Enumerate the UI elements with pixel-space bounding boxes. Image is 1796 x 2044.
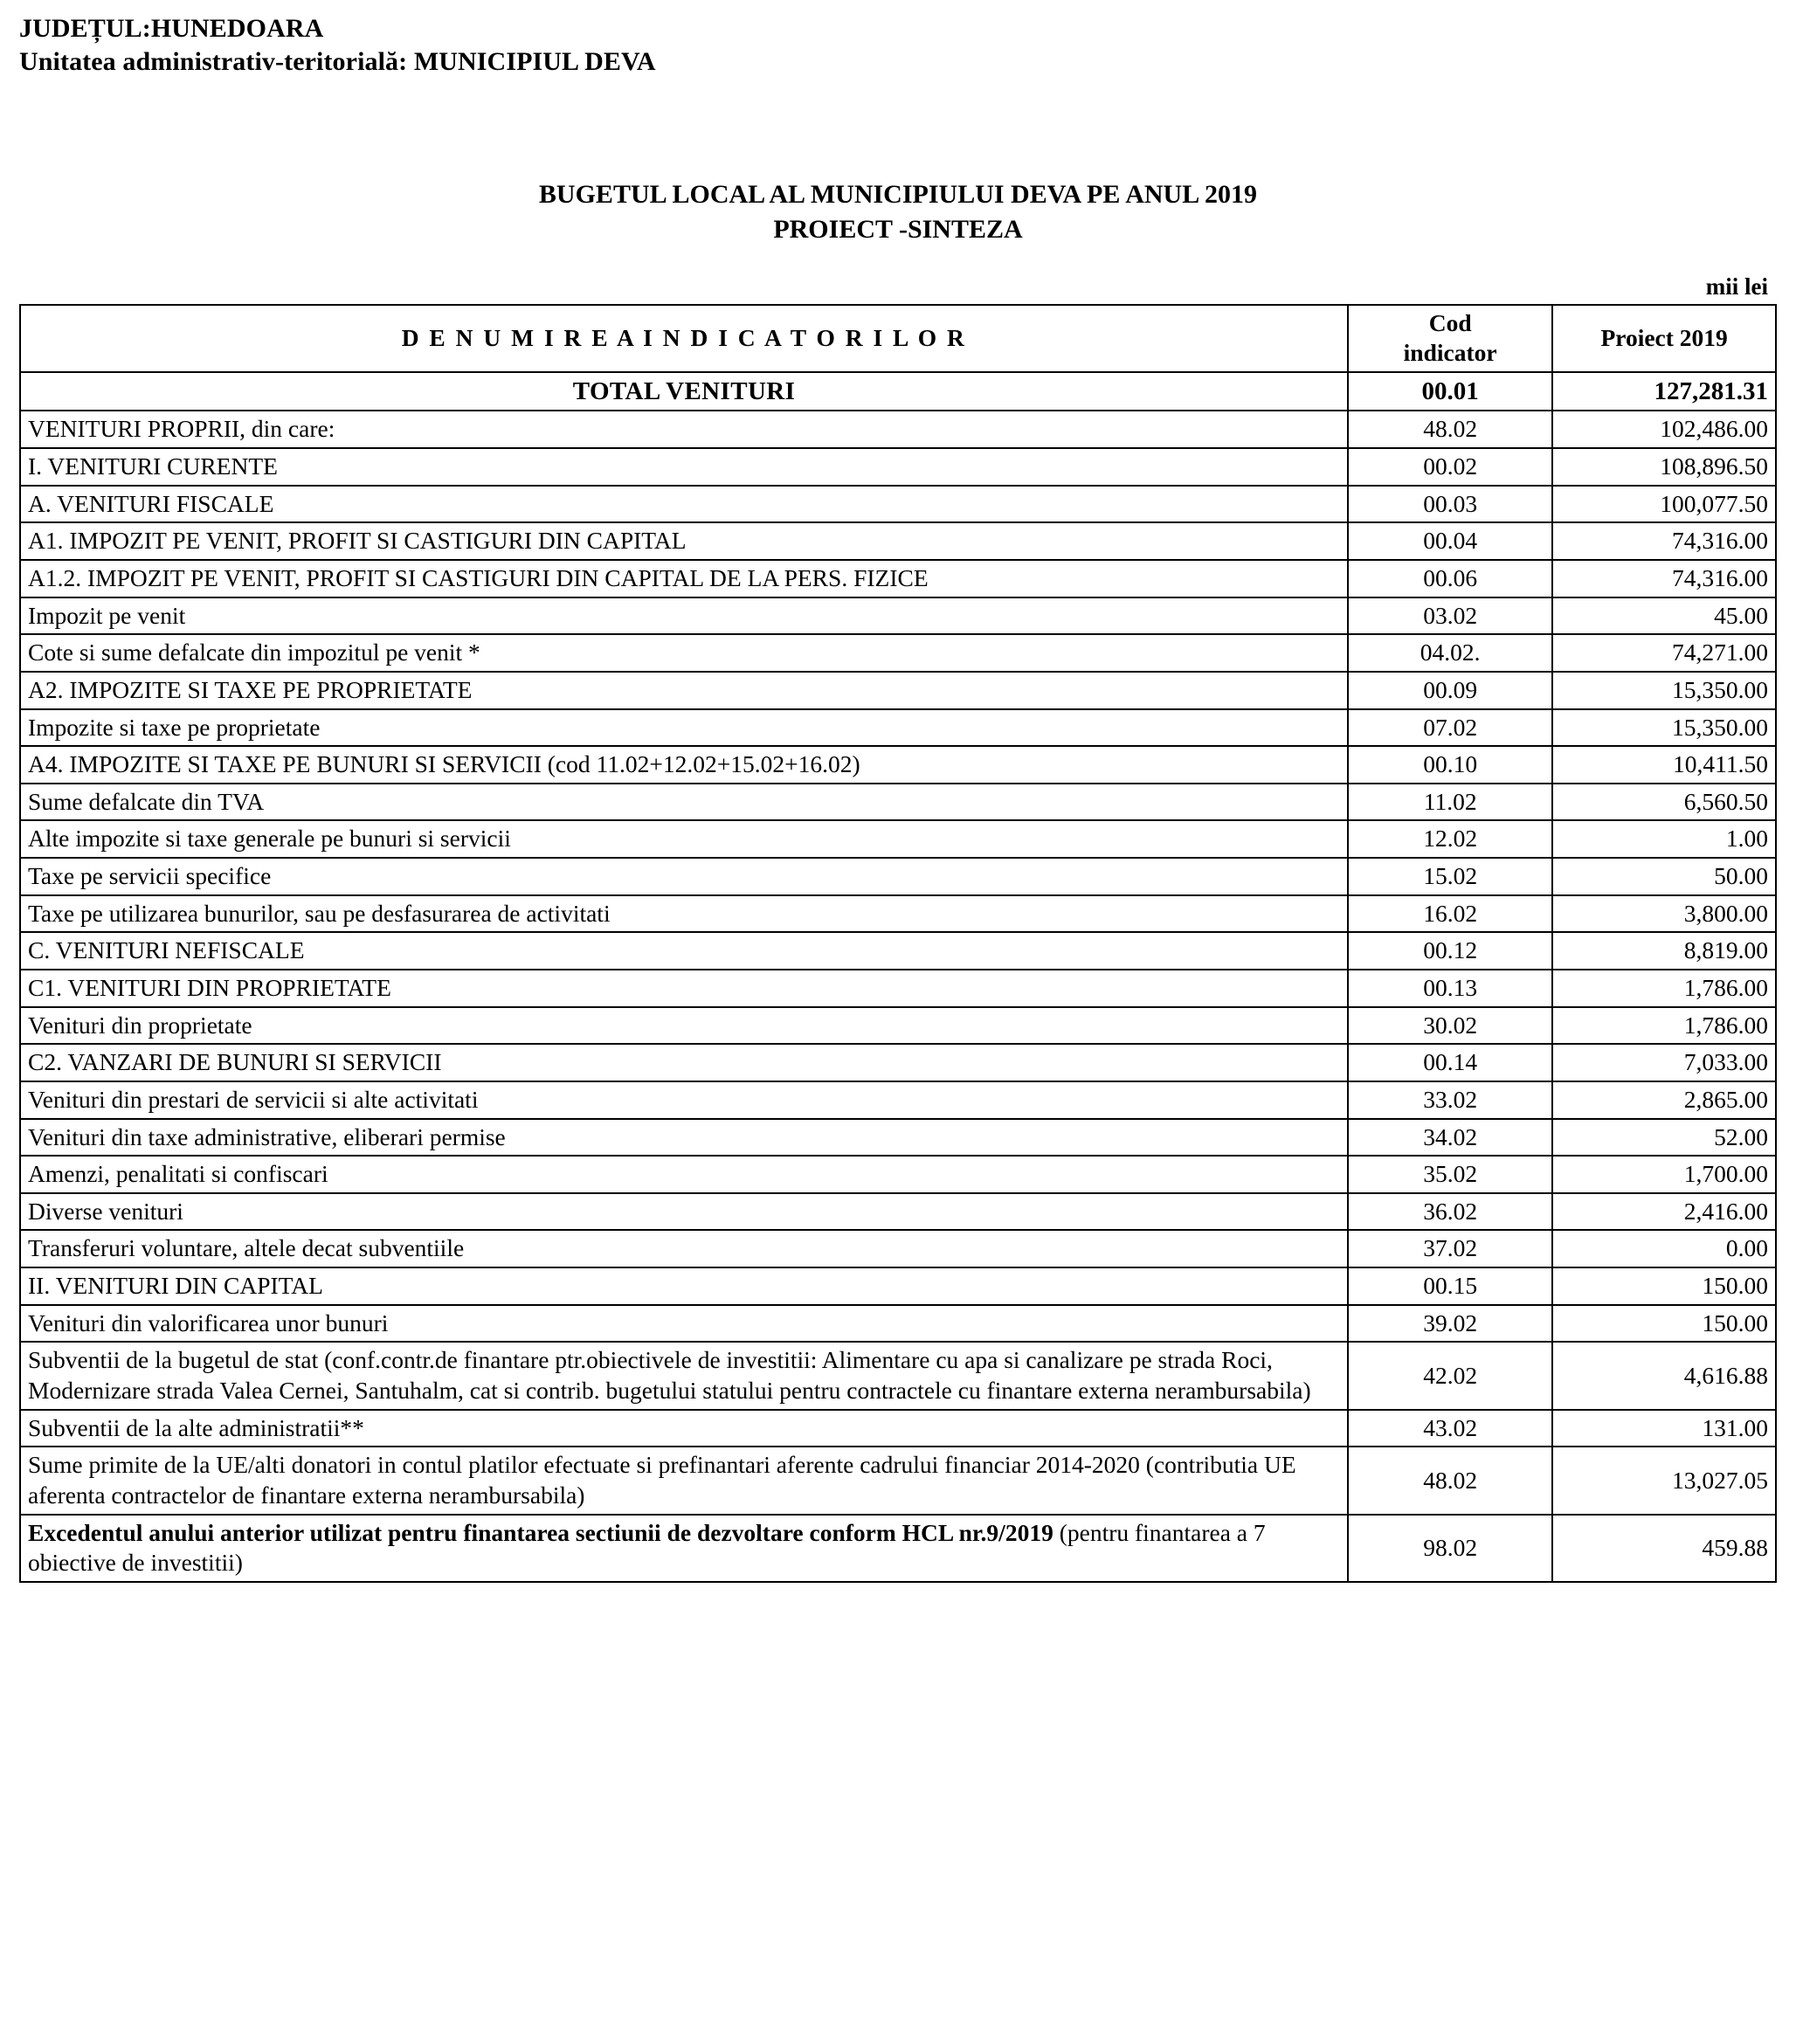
row-value: 0.00 <box>1552 1230 1776 1267</box>
row-indicator-name: Impozit pe venit <box>20 597 1348 635</box>
row-indicator-name: Venituri din valorificarea unor bunuri <box>20 1305 1348 1343</box>
row-value: 8,819.00 <box>1552 932 1776 970</box>
table-row <box>20 1515 1776 1582</box>
row-value: 15,350.00 <box>1552 672 1776 709</box>
row-code: 36.02 <box>1348 1193 1552 1231</box>
table-row <box>20 1267 1776 1305</box>
title-line-1: BUGETUL LOCAL AL MUNICIPIULUI DEVA PE ANUL 2019 <box>538 179 1258 209</box>
column-header-code-line2: indicator <box>1403 339 1497 367</box>
table-row <box>20 1447 1776 1514</box>
row-value: 1,700.00 <box>1552 1156 1776 1193</box>
row-indicator-name: Sume defalcate din TVA <box>20 784 1348 821</box>
row-indicator-name: Impozite si taxe pe proprietate <box>20 709 1348 747</box>
row-indicator-name: A1. IMPOZIT PE VENIT, PROFIT SI CASTIGURI DIN CAPITAL <box>20 522 1348 560</box>
row-value: 7,033.00 <box>1552 1044 1776 1081</box>
table-row <box>20 1044 1776 1081</box>
row-indicator-name: Subventii de la bugetul de stat (conf.contr.de finantare ptr.obiectivele de investitii: Alimentare cu apa si canalizare pe strada Roci, Modernizare strada Valea Cernei, Santuhalm, cat si contrib. bugetului statului pentru contractele cu finantare externa nerambursabila) <box>20 1342 1348 1409</box>
row-indicator-name: Cote si sume defalcate din impozitul pe venit * <box>20 634 1348 672</box>
column-header-code <box>1348 305 1552 372</box>
document-title <box>19 177 1777 247</box>
row-code: 37.02 <box>1348 1230 1552 1267</box>
table-row <box>20 1230 1776 1267</box>
row-code: 04.02. <box>1348 634 1552 672</box>
table-row <box>20 522 1776 560</box>
row-value: 127,281.31 <box>1552 372 1776 411</box>
row-value: 10,411.50 <box>1552 746 1776 784</box>
row-indicator-name: Taxe pe servicii specifice <box>20 858 1348 895</box>
row-code: 07.02 <box>1348 709 1552 747</box>
row-indicator-name: Diverse venituri <box>20 1193 1348 1231</box>
row-indicator-name: II. VENITURI DIN CAPITAL <box>20 1267 1348 1305</box>
row-code: 98.02 <box>1348 1515 1552 1582</box>
row-value: 45.00 <box>1552 597 1776 635</box>
row-code: 03.02 <box>1348 597 1552 635</box>
row-indicator-name: Taxe pe utilizarea bunurilor, sau pe desfasurarea de activitati <box>20 895 1348 933</box>
row-indicator-name: Alte impozite si taxe generale pe bunuri si servicii <box>20 820 1348 858</box>
table-row <box>20 1305 1776 1343</box>
row-code: 00.06 <box>1348 560 1552 597</box>
row-code: 12.02 <box>1348 820 1552 858</box>
row-code: 00.09 <box>1348 672 1552 709</box>
row-indicator-name-rest: (pentru finantarea a 7 obiective de investitii) <box>28 1518 1266 1577</box>
table-row <box>20 970 1776 1007</box>
row-indicator-name: Subventii de la alte administratii** <box>20 1410 1348 1447</box>
row-code: 33.02 <box>1348 1081 1552 1119</box>
row-value: 150.00 <box>1552 1267 1776 1305</box>
row-value: 4,616.88 <box>1552 1342 1776 1409</box>
table-row <box>20 858 1776 895</box>
table-row <box>20 1081 1776 1119</box>
row-code: 00.14 <box>1348 1044 1552 1081</box>
row-code: 00.02 <box>1348 448 1552 486</box>
table-row <box>20 1342 1776 1409</box>
row-indicator-name: C. VENITURI NEFISCALE <box>20 932 1348 970</box>
row-indicator-name: Venituri din proprietate <box>20 1007 1348 1045</box>
uat-line: Unitatea administrativ-teritorială: MUNICIPIUL DEVA <box>19 47 656 77</box>
row-code: 42.02 <box>1348 1342 1552 1409</box>
row-indicator-name: Venituri din taxe administrative, eliberari permise <box>20 1119 1348 1157</box>
table-row <box>20 709 1776 747</box>
row-indicator-name: TOTAL VENITURI <box>20 372 1348 411</box>
row-indicator-name: Venituri din prestari de servicii si alte activitati <box>20 1081 1348 1119</box>
row-code: 00.12 <box>1348 932 1552 970</box>
table-row <box>20 372 1776 411</box>
row-indicator-name: Amenzi, penalitati si confiscari <box>20 1156 1348 1193</box>
table-row <box>20 411 1776 448</box>
row-indicator-name: A1.2. IMPOZIT PE VENIT, PROFIT SI CASTIGURI DIN CAPITAL DE LA PERS. FIZICE <box>20 560 1348 597</box>
row-code: 00.15 <box>1348 1267 1552 1305</box>
row-indicator-name <box>20 1515 1348 1582</box>
row-code: 11.02 <box>1348 784 1552 821</box>
row-code: 00.01 <box>1348 372 1552 411</box>
table-row <box>20 1119 1776 1157</box>
table-row <box>20 932 1776 970</box>
row-code: 48.02 <box>1348 1447 1552 1514</box>
row-indicator-name: A4. IMPOZITE SI TAXE PE BUNURI SI SERVICII (cod 11.02+12.02+15.02+16.02) <box>20 746 1348 784</box>
table-body <box>20 372 1776 1582</box>
table-row <box>20 486 1776 523</box>
row-value: 459.88 <box>1552 1515 1776 1582</box>
table-row <box>20 895 1776 933</box>
row-code: 00.04 <box>1348 522 1552 560</box>
row-code: 48.02 <box>1348 411 1552 448</box>
county-line: JUDEȚUL:HUNEDOARA <box>19 14 324 43</box>
row-indicator-name: I. VENITURI CURENTE <box>20 448 1348 486</box>
row-value: 74,271.00 <box>1552 634 1776 672</box>
table-header <box>20 305 1776 372</box>
table-row <box>20 820 1776 858</box>
budget-table <box>19 304 1777 1583</box>
row-indicator-name: VENITURI PROPRII, din care: <box>20 411 1348 448</box>
row-indicator-name: A2. IMPOZITE SI TAXE PE PROPRIETATE <box>20 672 1348 709</box>
row-code: 00.13 <box>1348 970 1552 1007</box>
table-row <box>20 634 1776 672</box>
row-indicator-name: Sume primite de la UE/alti donatori in contul platilor efectuate si prefinantari aferente cadrului financiar 2014-2020 (contributia UE aferenta contractelor de finantare externa nerambursabila) <box>20 1447 1348 1514</box>
row-indicator-name: Transferuri voluntare, altele decat subventiile <box>20 1230 1348 1267</box>
table-row <box>20 1156 1776 1193</box>
row-value: 2,865.00 <box>1552 1081 1776 1119</box>
column-header-indicators: D E N U M I R E A I N D I C A T O R I L O R <box>20 305 1348 372</box>
row-indicator-name-bold: Excedentul anului anterior utilizat pentru finantarea sectiunii de dezvoltare conform HCL nr.9/2019 <box>28 1518 1053 1546</box>
table-row <box>20 1410 1776 1447</box>
table-row <box>20 746 1776 784</box>
row-value: 1,786.00 <box>1552 970 1776 1007</box>
row-value: 100,077.50 <box>1552 486 1776 523</box>
row-code: 16.02 <box>1348 895 1552 933</box>
title-line-2: PROIECT -SINTEZA <box>773 214 1023 244</box>
row-value: 150.00 <box>1552 1305 1776 1343</box>
row-code: 00.10 <box>1348 746 1552 784</box>
row-code: 34.02 <box>1348 1119 1552 1157</box>
row-code: 43.02 <box>1348 1410 1552 1447</box>
row-value: 108,896.50 <box>1552 448 1776 486</box>
row-value: 3,800.00 <box>1552 895 1776 933</box>
row-code: 35.02 <box>1348 1156 1552 1193</box>
row-value: 74,316.00 <box>1552 522 1776 560</box>
table-row <box>20 672 1776 709</box>
row-indicator-name: C1. VENITURI DIN PROPRIETATE <box>20 970 1348 1007</box>
units-label: mii lei <box>1705 273 1768 300</box>
row-value: 74,316.00 <box>1552 560 1776 597</box>
table-row <box>20 560 1776 597</box>
table-row <box>20 1193 1776 1231</box>
row-value: 131.00 <box>1552 1410 1776 1447</box>
row-value: 15,350.00 <box>1552 709 1776 747</box>
row-value: 6,560.50 <box>1552 784 1776 821</box>
column-header-value: Proiect 2019 <box>1552 305 1776 372</box>
row-code: 15.02 <box>1348 858 1552 895</box>
table-row <box>20 1007 1776 1045</box>
column-header-code-line1: Cod <box>1428 308 1472 336</box>
row-code: 00.03 <box>1348 486 1552 523</box>
row-code: 39.02 <box>1348 1305 1552 1343</box>
row-indicator-name: C2. VANZARI DE BUNURI SI SERVICII <box>20 1044 1348 1081</box>
row-value: 1,786.00 <box>1552 1007 1776 1045</box>
row-value: 13,027.05 <box>1552 1447 1776 1514</box>
row-value: 1.00 <box>1552 820 1776 858</box>
row-value: 2,416.00 <box>1552 1193 1776 1231</box>
row-indicator-name: A. VENITURI FISCALE <box>20 486 1348 523</box>
table-row <box>20 448 1776 486</box>
row-code: 30.02 <box>1348 1007 1552 1045</box>
row-value: 102,486.00 <box>1552 411 1776 448</box>
table-row <box>20 597 1776 635</box>
table-row <box>20 784 1776 821</box>
row-value: 52.00 <box>1552 1119 1776 1157</box>
row-value: 50.00 <box>1552 858 1776 895</box>
